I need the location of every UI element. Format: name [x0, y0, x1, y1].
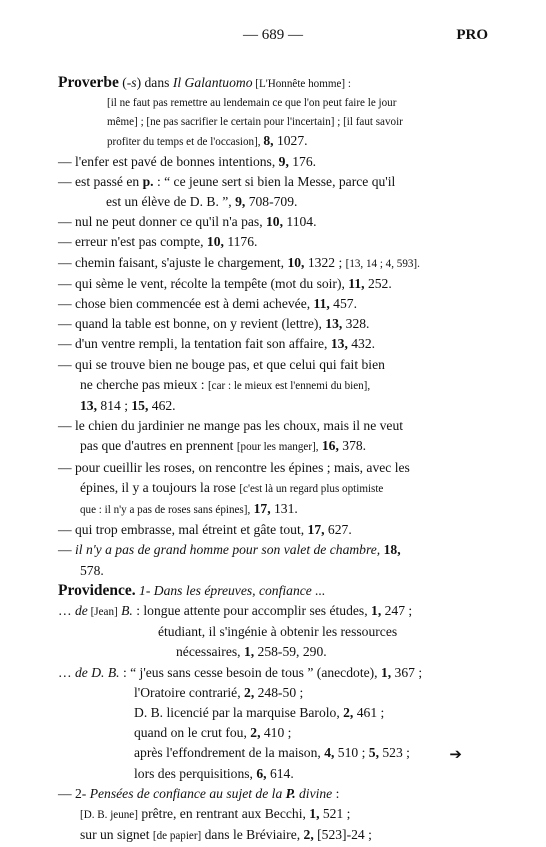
sub-entry: — qui sème le vent, récolte la tempête (mot du soir), 11, 252.: [58, 275, 392, 291]
sub-entry: — 2- Pensées de confiance au sujet de la P. divine :: [58, 785, 340, 801]
sub-entry: — chose bien commencée est à demi achevée, 11, 457.: [58, 296, 357, 312]
sub-entry: — pour cueillir les roses, on rencontre les épines ; mais, avec les: [58, 459, 410, 475]
periodical-title: Il Galantuomo: [172, 75, 253, 90]
section-subtitle: 1- Dans les épreuves, confiance ...: [135, 582, 326, 598]
entry-head-proverbe: Proverbe: [58, 74, 119, 91]
quote-line: [il ne faut pas remettre au lendemain ce que l'on peut faire le jour: [107, 97, 397, 110]
entry-proverbe-headline: Proverbe (-s) dans Il Galantuomo [L'Honnête homme] :: [58, 74, 351, 91]
sub-entry: — qui trop embrasse, mal étreint et gâte tout, 17, 627.: [58, 522, 352, 538]
continued-arrow-icon: ➔: [449, 745, 462, 763]
quote-line: profiter du temps et de l'occasion], 8, 1027.: [107, 132, 308, 148]
sub-entry-continuation: après l'effondrement de la maison, 4, 510 ; 5, 523 ;: [134, 745, 410, 761]
sub-entry-continuation: sur un signet [de papier] dans le Bréviaire, 2, [523]-24 ;: [80, 827, 372, 843]
entry-head-providence: Providence.: [58, 581, 136, 599]
sub-entry: — l'enfer est pavé de bonnes intentions, 9, 176.: [58, 153, 317, 169]
sub-entry-continuation: est un élève de D. B. ”, 9, 708-709.: [106, 194, 298, 209]
sub-entry: — qui se trouve bien ne bouge pas, et que celui qui fait bien: [58, 356, 385, 372]
sub-entry-continuation: épines, il y a toujours la rose [c'est là un regard plus optimiste: [80, 479, 384, 495]
sub-entry-continuation: nécessaires, 1, 258-59, 290.: [176, 644, 327, 660]
quote-line: même] ; [ne pas sacrifier le certain pour l'incertain] ; [il faut savoir: [107, 116, 403, 128]
sub-entry: — chemin faisant, s'ajuste le chargement, 10, 1322 ; [13, 14 ; 4, 593].: [58, 254, 420, 270]
sub-entry-continuation: l'Oratoire contrarié, 2, 248-50 ;: [134, 684, 304, 700]
sub-entry-continuation: quand on le crut fou, 2, 410 ;: [134, 725, 292, 741]
sub-entry-continuation: étudiant, il s'ingénie à obtenir les ressources: [158, 624, 398, 640]
sub-entry: — il n'y a pas de grand homme pour son valet de chambre, 18,: [58, 542, 401, 558]
sub-entry-continuation: ne cherche pas mieux : [car : le mieux est l'ennemi du bien],: [80, 376, 371, 392]
sub-entry-continuation: que : il n'y a pas de roses sans épines], 17, 131.: [80, 501, 298, 517]
translation-note: [L'Honnête homme] :: [252, 78, 351, 90]
sub-entry: … de [Jean] B. : longue attente pour accomplir ses études, 1, 247 ;: [58, 603, 413, 619]
page-body: [58, 73, 488, 847]
sub-entry: — le chien du jardinier ne mange pas les choux, mais il ne veut: [58, 418, 404, 434]
sub-entry-continuation: [D. B. jeune] prêtre, en rentrant aux Becchi, 1, 521 ;: [80, 806, 351, 822]
sub-entry: — nul ne peut donner ce qu'il n'a pas, 10, 1104.: [58, 214, 317, 230]
running-head: PRO: [456, 27, 488, 43]
sub-entry-continuation: lors des perquisitions, 6, 614.: [134, 765, 294, 781]
sub-entry: — erreur n'est pas compte, 10, 1176.: [58, 234, 258, 250]
entry-providence-headline: [58, 581, 488, 601]
sub-entry-continuation: 13, 814 ; 15, 462.: [80, 398, 176, 414]
sub-entry: — d'un ventre rempli, la tentation fait son affaire, 13, 432.: [58, 336, 376, 352]
sub-entry-continuation: 578.: [80, 562, 104, 578]
page-number: — 689 —: [243, 27, 303, 43]
sub-entry: — quand la table est bonne, on y revient (lettre), 13, 328.: [58, 316, 370, 332]
sub-entry: … de D. B. : “ j'eus sans cesse besoin de tous ” (anecdote), 1, 367 ;: [58, 664, 423, 680]
sub-entry-continuation: D. B. licencié par la marquise Barolo, 2, 461 ;: [134, 705, 385, 721]
sub-entry-continuation: pas que d'autres en prennent [pour les manger], 16, 378.: [80, 438, 367, 454]
sub-entry: — est passé en p. : “ ce jeune sert si bien la Messe, parce qu'il: [58, 173, 396, 189]
page-header: [0, 27, 546, 47]
